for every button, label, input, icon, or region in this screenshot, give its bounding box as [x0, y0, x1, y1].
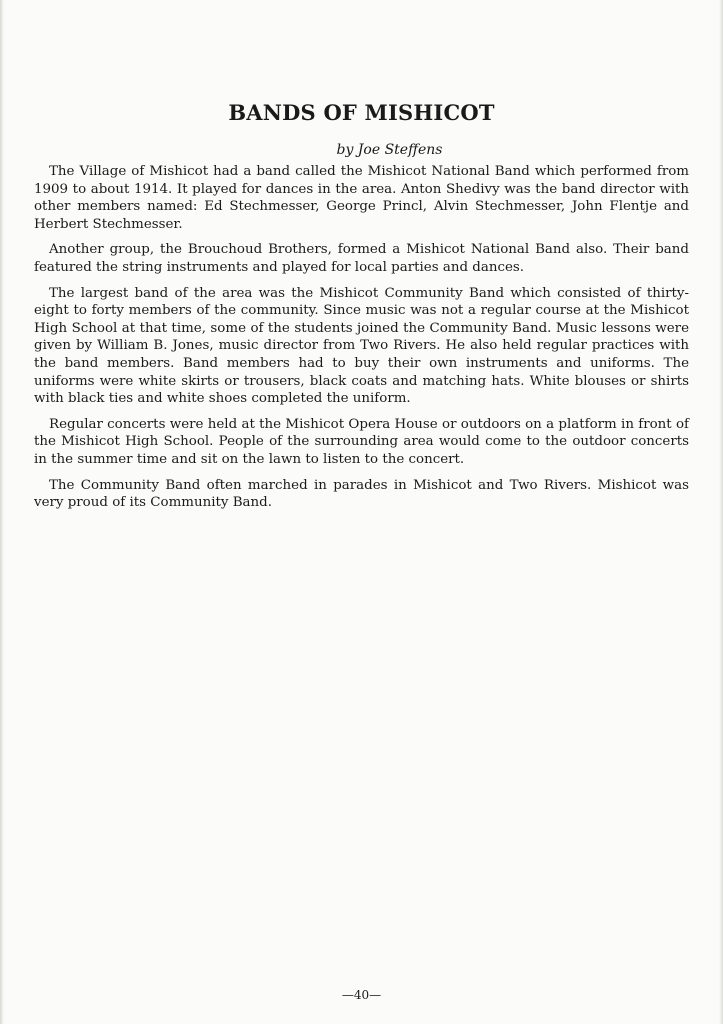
- page-number: —40—: [341, 988, 382, 1002]
- article-body: [34, 163, 689, 520]
- paragraph-2: Another group, the Brouchoud Brothers, formed a Mishicot National Band also. Their band featured the string instruments and played for local parties and dances.: [34, 242, 689, 275]
- byline: by Joe Steffens: [336, 142, 443, 158]
- paragraph-3: The largest band of the area was the Mishicot Community Band which consisted of thirty-eight to forty members of the community. Since music was not a regular course at the Mishicot High School at that time, some of the students joined the Community Band. Music lessons were given by William B. Jones, music director from Two Rivers. He also held regular practices with the band members. Band members had to buy their own instruments and uniforms. The uniforms were white skirts or trousers, black coats and matching hats. White blouses or shirts with black ties and white shoes completed the uniform.: [34, 285, 689, 407]
- paragraph-4: Regular concerts were held at the Mishicot Opera House or outdoors on a platform in front of the Mishicot High School. People of the surrounding area would come to the outdoor concerts in the summer time and sit on the lawn to listen to the concert.: [34, 416, 689, 467]
- paragraph-1: The Village of Mishicot had a band called the Mishicot National Band which performed from 1909 to about 1914. It played for dances in the area. Anton Shedivy was the band director with other members named: Ed Stechmesser, George Princl, Alvin Stechmesser, John Flentje and Herbert Stechmesser.: [34, 164, 689, 232]
- paragraph-5: The Community Band often marched in parades in Mishicot and Two Rivers. Mishicot was very proud of its Community Band.: [34, 477, 689, 511]
- page-title: BANDS OF MISHICOT: [228, 100, 495, 125]
